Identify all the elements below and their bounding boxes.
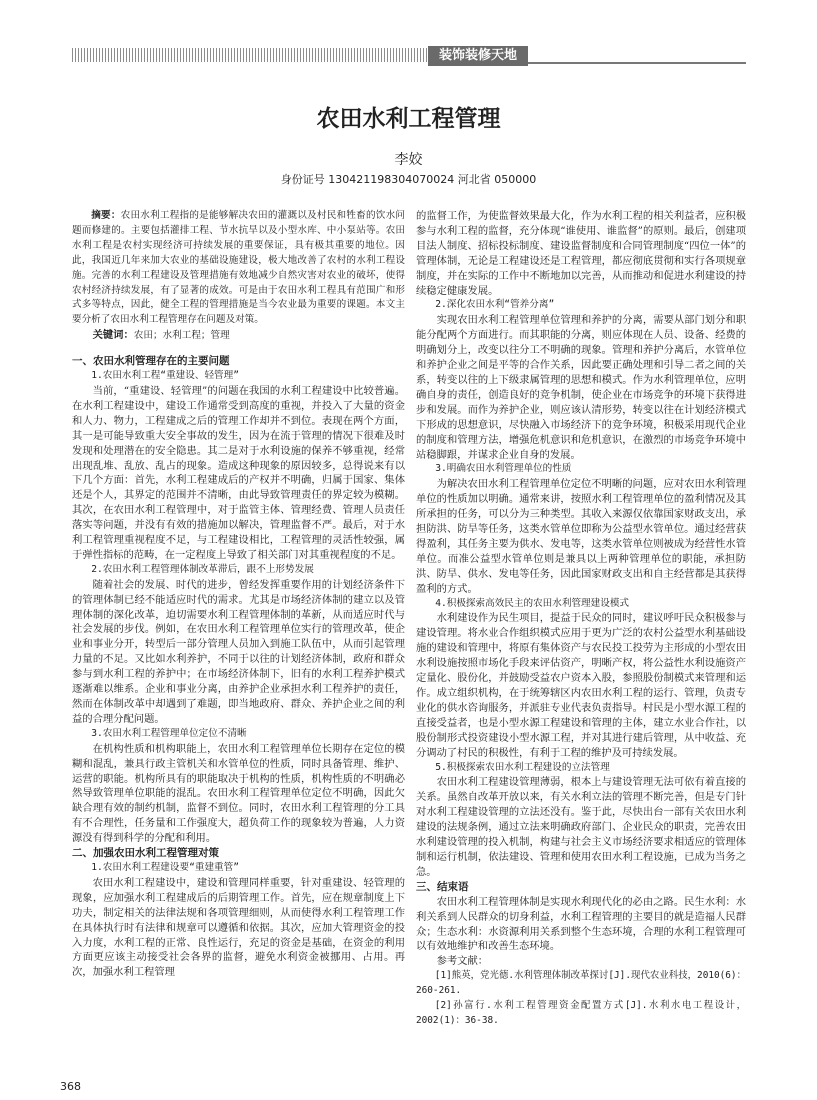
subsection-heading: 2.农田水利工程管理体制改革滞后，跟不上形势发展 (91, 563, 314, 575)
reference-item: [2]孙富行.水利工程管理资金配置方式[J].水利水电工程设计，2002(1)：36-38. (416, 1000, 746, 1026)
subsection-heading: 3.农田水利工程管理单位定位不清晰 (91, 727, 247, 739)
left-column (72, 209, 405, 980)
article-author: 李姣 (394, 152, 423, 168)
header-pattern-bar (72, 48, 428, 62)
section-heading: 二、加强农田水利工程管理对策 (72, 847, 219, 860)
abstract (72, 209, 405, 328)
section-heading: 三、结束语 (416, 880, 469, 893)
reference-item: [1]熊英，党光德.水利管理体制改革探讨[J].现代农业科技，2010(6)：260-261. (416, 970, 746, 997)
subsection-heading: 3.明确农田水利管理单位的性质 (435, 463, 572, 475)
keywords-label: 关键词： (92, 329, 134, 342)
article-title: 农田水利工程管理 (316, 106, 501, 132)
subsection-heading: 4.积极探索高效民主的农田水利管理建设模式 (435, 597, 630, 609)
subsection-heading: 1.农田水利工程“重建设、轻管理” (91, 370, 240, 382)
subsection-heading: 5.积极探索农田水利工程建设的立法管理 (435, 761, 610, 773)
section-heading: 一、农田水利管理存在的主要问题 (72, 355, 230, 368)
right-column (416, 209, 746, 1029)
page-number: 368 (60, 1080, 81, 1093)
body-paragraph: 农田水利工程建设管理薄弱，根本上与建设管理无法可依有着直接的关系。虽然自改革开放以来，有关水利立法的管理不断完善，但是专门针对水利工程建设管理的立法还没有。鉴于此，尽快出台一部有关农田水利建设的法规条例，通过立法来明确政府部门、企业民众的职责，完善农田水利建设管理的投入机制，构建与社会主义市场经济要求相适应的管理体制和运行机制，依法建设、管理和使用农田水利工程设施，已成为当务之急。 (416, 776, 746, 878)
keywords-text: 农田；水利工程；管理 (133, 330, 230, 342)
body-paragraph: 当前，“重建设、轻管理”的问题在我国的水利工程建设中比较普遍。在水利工程建设中，建设工作通常受到高度的重视，并投入了大量的资金和人力、物力，工程建成之后的管理工作却并不到位。表现在两个方面，其一是可能导致重大安全事故的发生，因为在流于管理的情况下很难及时发现和处理潜在的安全隐患。其二是对于水利设施的保养不够重视，经常出现乱堆、乱放、乱占的现象。造成这种现象的原因较多，总得说来有以下几个方面：首先，水利工程建成后的产权并不明确，归属于国家、集体还是个人，其界定的范围并不清晰，由此导致管理责任的界定较为模糊。其次，在农田水利工程管理中，对于监管主体、管理经费、管理人员责任落实等问题，并没有有效的措施加以解决，管理监督不严。最后，对于水利工程管理重视程度不足，与工程建设相比，工程管理的灵活性较强，属于弹性指标的范畴，在一定程度上导致了相关部门对其重视程度的不足。 (72, 384, 405, 561)
subsection-heading: 2.深化农田水利“管养分离” (435, 299, 555, 311)
section-header-label: 装饰装修天地 (428, 46, 528, 66)
author-affiliation: 身份证号 130421198304070024 河北省 050000 (280, 173, 537, 186)
body-paragraph: 水利建设作为民生项目，提益于民众的同时，建议呼吁民众积极参与建设管理。将水业合作组织模式应用于更为广泛的农村公益型水利基础设施的建设和管理中，将原有集体资产与农民投工投劳为主形成的小型农田水利设施按照市场化手段来评估资产，明晰产权，将公益性水利设施资产定量化、股份化，并鼓励受益农户资本入股，参照股份制模式来管理和运作。成立组织机构，在于统筹辖区内农田水利工程的运行、管理，负责专业化的供水咨询服务，并派驻专业代表负责指导。村民是小型水源工程的直接受益者，也是小型水源工程建设和管理的主体，建立水业合作社，以股份制形式投资建设小型水源工程，并对其进行建后管理，从中收益、充分调动了村民的积极性，有利于工程的维护及可持续发展。 (416, 612, 746, 759)
right-column-body (416, 209, 746, 1029)
body-paragraph: 在机构性质和机构职能上，农田水利工程管理单位长期存在定位的模糊和混乱，兼具行政主管机关和水管单位的性质，同时具备管理、维护、运营的职能。机构所具有的职能取决于机构的性质，机构性质的不明确必然导致管理单位职能的混乱。农田水利工程管理单位定位不明确，因此欠缺合理有效的制约机制，监督不到位。同时，农田水利工程管理的分工具有不合理性，任务量和工作强度大，超负荷工作的现象较为普遍，人力资源没有得到科学的分配和利用。 (72, 742, 405, 845)
body-paragraph: 农田水利工程管理体制是实现水利现代化的必由之路。民生水利：水利关系到人民群众的切身利益，水利工程管理的主要目的就是造福人民群众；生态水利：水资源利用关系到整个生态环境，合理的水利工程管理可以有效地维护和改善生态环境。 (416, 895, 746, 953)
left-column-body (72, 354, 405, 980)
references-heading: 参考文献： (436, 955, 489, 968)
header-rule (528, 62, 746, 64)
abstract-label: 摘要： (91, 210, 121, 221)
abstract-text: 农田水利工程指的是能够解决农田的灌溉以及村民和牲畜的饮水问题而修建的。主要包括灌排工程、节水抗旱以及小型水库、中小泵站等。农田水利工程是农村实现经济可持续发展的重要保证，具有极其重要的地位。因此，我国近几年来加大农业的基础设施建设，极大地改善了农村的水利工程设施。完善的水利工程建设及管理措施有效地减少自然灾害对农业的破坏，使得农村经济持续发展，有了显著的成效。可是由于农田水利工程具有范围广和形式多等特点，因此，健全工程的管理措施是当今农业最为重要的课题。本文主要分析了农田水利工程管理存在问题及对策。 (72, 210, 406, 326)
subsection-heading: 1.农田水利工程建设要“重建重管” (91, 861, 240, 873)
keywords (72, 328, 405, 344)
body-paragraph: 实现农田水利工程管理单位管理和养护的分离，需要从部门划分和职能分配两个方面进行。而其职能的分离，则应体现在人员、设备、经费的明确划分上，改变以往分工不明确的现象。管理和养护分离后，水管单位和养护企业之间是平等的合作关系，因此要正确处理和引导二者之间的关系，转变以往的上下级隶属管理的思想和模式。作为水利管理单位，应明确自身的责任，创造良好的竞争机制，使企业在市场竞争的环境下获得进步和发展。而作为养护企业，则应该认清形势，转变以往在计划经济模式下形成的思想意识，尽快融入市场经济下的竞争环境，积极采用现代企业的制度和管理方法，增强危机意识和危机意识，在激烈的市场竞争环境中站稳脚跟，并谋求企业自身的发展。 (416, 314, 746, 461)
body-paragraph: 农田水利工程建设中，建设和管理同样重要，针对重建设、轻管理的现象，应加强水利工程建成后的后期管理工作。首先，应在规章制度上下功夫，制定相关的法律法规和各项管理细则，从而使得水利工程管理工作在具体执行时有法律和规章可以遵循和依据。其次，应加大管理资金的投入力度，水利工程的正常、良性运行，充足的资金是基础，在资金的利用方面更应该主动接受社会各界的监督，避免水利资金被挪用、占用。再次，加强水利工程管理 (72, 876, 405, 979)
body-paragraph: 随着社会的发展、时代的进步，曾经发挥重要作用的计划经济条件下的管理体制已经不能适应时代的需求。尤其是市场经济体制的建立以及管理体制的深化改革，迫切需要水利工程管理体制的革新，从而适应时代与社会发展的步伐。例如，在农田水利工程管理单位实行的管理改革，使企业和事业分开，转型后一部分管理人员加入到施工队伍中，从而引起管理力量的不足。又比如水利养护，不同于以往的计划经济体制，政府和群众参与到水利工程的养护中；在市场经济体制下，旧有的水利工程养护模式逐渐难以维系。企业和事业分离，由养护企业承担水利工程养护的责任，然而在体制改革中却遇到了难题，即当地政府、群众、养护企业之间的利益的合理分配问题。 (72, 578, 405, 725)
body-paragraph: 的监督工作，为使监督效果最大化，作为水利工程的相关利益者，应积极参与水利工程的监督，充分体现“谁使用、谁监督”的原则。最后，创建项目法人制度、招标投标制度、建设监督制度和合同管理制度“四位一体”的管理体制，无论是工程建设还是工程管理，都应彻底贯彻和实行各项规章制度，并在实际的工作中不断地加以完善，从而推动和促进水利建设的持续稳定健康发展。 (416, 210, 746, 297)
body-paragraph: 为解决农田水利工程管理单位定位不明晰的问题，应对农田水利管理单位的性质加以明确。通常来讲，按照水利工程管理单位的盈利情况及其所承担的任务，可以分为三种类型。其收入来源仅依靠国家财政支出，承担防洪、防旱等任务，这类水管单位即称为公益型水管单位。通过经营获得盈利，其任务主要为供水、发电等，这类水管单位则被成为经营性水管单位。而准公益型水管单位则是兼具以上两种管理单位的职能，承担防洪、防旱、供水、发电等任务，因此国家财政支出和自主经营都是其获得盈利的方式。 (416, 478, 746, 595)
